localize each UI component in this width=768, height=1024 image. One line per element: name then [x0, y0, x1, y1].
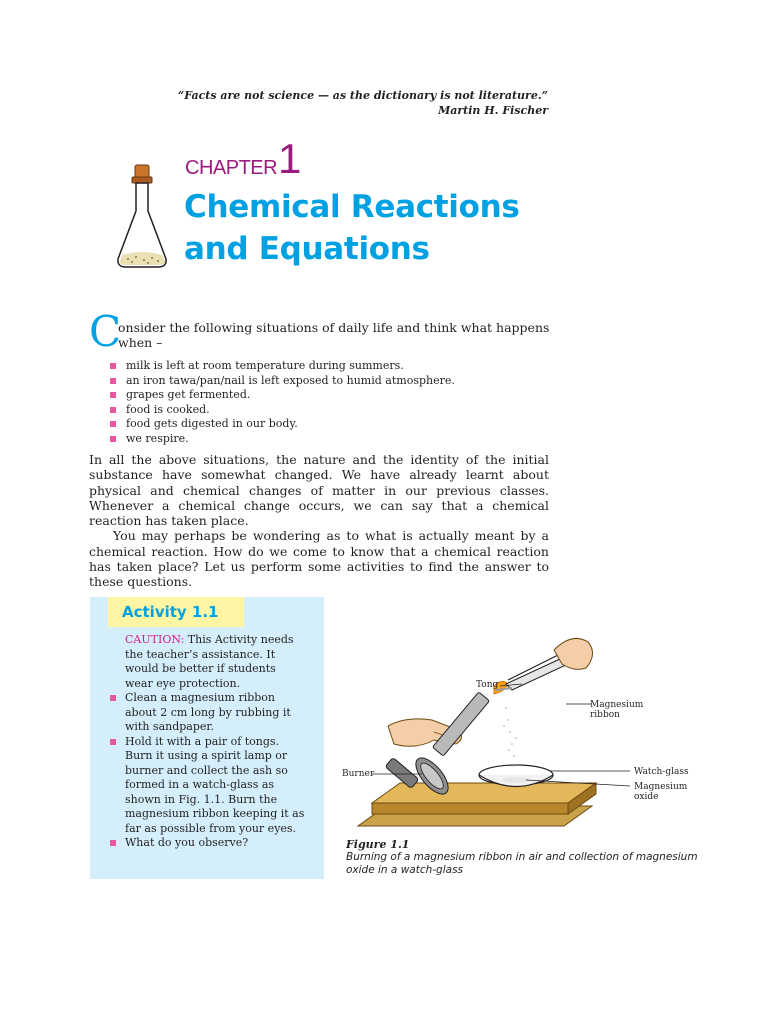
- list-item: milk is left at room temperature during summers.: [108, 359, 548, 374]
- caution-note: [108, 633, 306, 691]
- list-item: an iron tawa/pan/nail is left exposed to humid atmosphere.: [108, 374, 548, 389]
- drop-cap: C: [89, 307, 122, 356]
- list-item: food is cooked.: [108, 403, 548, 418]
- label-burner: Burner: [342, 769, 375, 779]
- figure-caption-title: Figure 1.1: [346, 838, 410, 851]
- chapter-title-line2: and Equations: [184, 231, 430, 267]
- activity-steps: [108, 691, 306, 851]
- label-magnesium-oxide: Magnesium oxide: [634, 782, 688, 802]
- chapter-title-line1: Chemical Reactions: [184, 189, 520, 225]
- label-tong: Tong: [476, 680, 499, 690]
- list-item: Clean a magnesium ribbon about 2 cm long by rubbing it with sandpaper.: [108, 691, 306, 735]
- quote-author: Martin H. Fischer: [438, 104, 548, 117]
- quote-text: “Facts are not science — as the dictionary is not literature.”: [177, 89, 548, 102]
- epigraph-quote: [140, 88, 548, 118]
- caution-text: This Activity needs the teacher’s assistance. It would be better if students wear eye protection.: [125, 633, 294, 690]
- body-paragraph-1: In all the above situations, the nature and the identity of the initial substance have somewhat changed. We have already learnt about physical and chemical changes of matter in our previous classes. Whenever a chemical change occurs, we can say that a chemical reaction has taken place.: [89, 452, 549, 529]
- list-item: What do you observe?: [108, 836, 306, 851]
- caution-label: CAUTION:: [125, 633, 185, 646]
- figure-caption-text: Burning of a magnesium ribbon in air and collection of magnesium oxide in a watch-glass: [346, 851, 698, 876]
- body-paragraph-2: You may perhaps be wondering as to what is actually meant by a chemical reaction. How do we come to know that a chemical reaction has taken place? Let us perform some activities to find the answer to these questions.: [89, 528, 549, 590]
- activity-title: Activity 1.1: [108, 597, 244, 627]
- list-item: food gets digested in our body.: [108, 417, 548, 432]
- label-magnesium-ribbon: Magnesium ribbon: [590, 700, 644, 720]
- magnesium-burning-illustration: [336, 628, 716, 833]
- list-item: we respire.: [108, 432, 548, 447]
- situations-list: [108, 359, 548, 446]
- chapter-number: 1: [278, 135, 302, 182]
- chapter-title: [184, 186, 564, 270]
- list-item: grapes get fermented.: [108, 388, 548, 403]
- list-item: Hold it with a pair of tongs. Burn it using a spirit lamp or burner and collect the ash so formed in a watch-glass as shown in Fig. 1.1. Burn the magnesium ribbon keeping it as far as possible from your eyes.: [108, 735, 306, 837]
- label-watch-glass: Watch-glass: [634, 767, 689, 777]
- intro-text: onsider the following situations of daily life and think what happens when –: [118, 320, 550, 350]
- conical-flask-icon: [112, 163, 172, 273]
- chapter-label: CHAPTER: [185, 157, 278, 179]
- activity-content: [108, 633, 306, 851]
- body-text: [89, 452, 549, 590]
